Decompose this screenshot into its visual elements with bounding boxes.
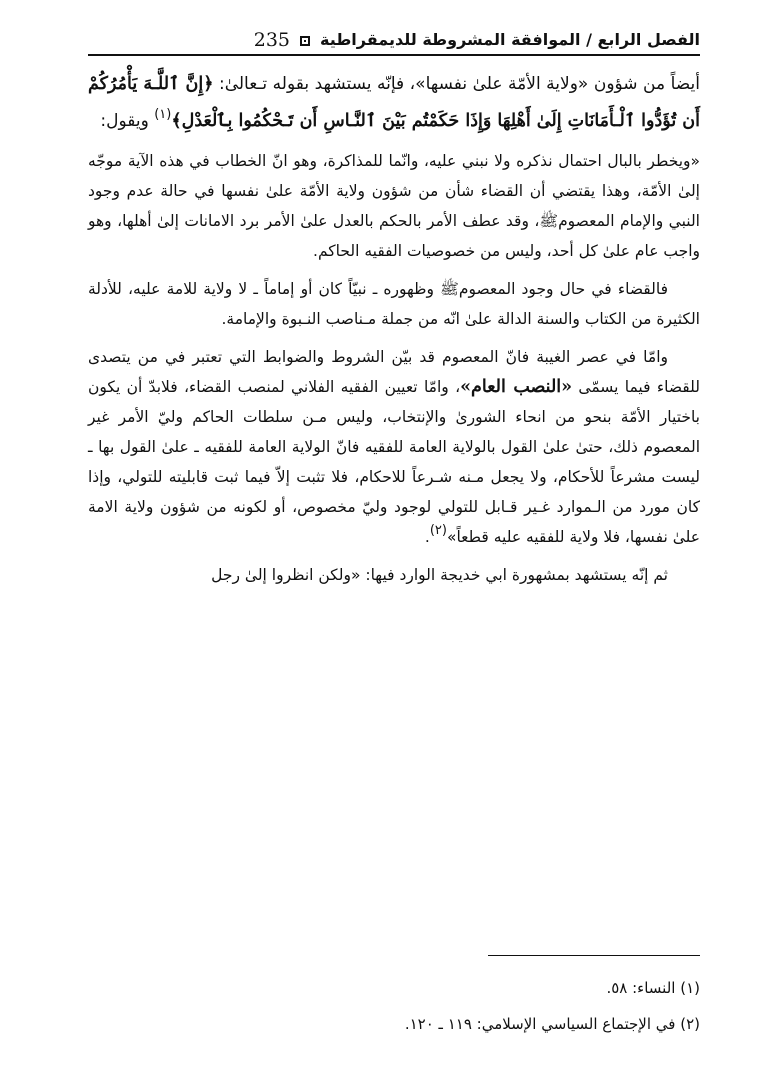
paragraph-4-intro: وامّا في عصر الغيبة فانّ المعصوم قد بيّن الشروط والضوابط التي تعتبر في من يتصدى للقضاء فيما يسمّى bbox=[88, 348, 700, 396]
footnote-1: (١) النساء: ٥٨. bbox=[606, 979, 700, 997]
footnote-ref-1: (١) bbox=[154, 107, 172, 122]
page-header bbox=[88, 28, 700, 56]
paragraph-1-intro: أيضاً من شؤون «ولاية الأمّة علىٰ نفسها»، فإنّه يستشهد بقوله تـعالىٰ: bbox=[213, 74, 700, 94]
footnote-divider bbox=[488, 955, 700, 956]
footnotes bbox=[88, 970, 700, 1042]
square-ornament-icon bbox=[300, 36, 310, 46]
paragraph-4-end: . bbox=[424, 528, 430, 546]
highlighted-term: «النصب العام» bbox=[460, 377, 573, 397]
footnote-ref-2: (٢) bbox=[429, 523, 447, 538]
body-text bbox=[88, 66, 700, 598]
paragraph-4 bbox=[88, 342, 700, 552]
paragraph-5: ثم إنّه يستشهد بمشهورة ابي خديجة الوارد فيها: «ولكن انظروا إلىٰ رجل bbox=[211, 566, 668, 584]
running-title: الفصل الرابع / الموافقة المشروطة للديمقراطية bbox=[320, 30, 700, 49]
paragraph-3: فالقضاء في حال وجود المعصومﷺ وظهوره ـ نبيّاً كان أو إماماً ـ لا ولاية للامة عليه، للأدلة الكثيرة من الكتاب والسنة الدالة علىٰ انّه من جملة مـناصب النـبوة والإمامة. bbox=[88, 280, 700, 328]
paragraph-4-body: ، وامّا تعيين الفقيه الفلاني لمنصب القضاء، فلابدّ أن يكون باختيار الأمّة بنحو من انحاء الشورىٰ والإنتخاب، وليس مـن سلطات الحاكم وليّ الأمر غير المعصوم ذلك، حتىٰ علىٰ القول بالولاية العامة للفقيه فانّ الولاية العامة للفقيه ـ علىٰ القول بها ـ ليست مشرعاً للأحكام، ولا يجعل مـنه شـرعاً للاحكام، فلا تثبت إلاّ فيما ثبت قابليته للتولي، وإذا كان مورد من الـموارد غـير قـابل للتولي لوجود وليّ مخصوص، أو لكونه من شؤون ولاية الامة علىٰ نفسها، فلا ولاية للفقيه عليه قطعاً» bbox=[88, 378, 700, 546]
footnote-2: (٢) في الإجتماع السياسي الإسلامي: ١١٩ ـ ١٢٠. bbox=[404, 1015, 700, 1033]
quran-verse: ﴿إِنَّ ٱللَّـهَ يَأْمُرُكُمْ أَن تُؤَدُّوا ٱلْـأَمَانَاتِ إِلَىٰ أَهْلِهَا وَإِذَا حَكَمْتُم بَيْنَ ٱلنَّـاسِ أَن تَـحْكُمُوا بِٱلْعَدْلِ﴾ bbox=[88, 74, 700, 131]
paragraph-1-outro: ويقول: bbox=[100, 111, 155, 131]
paragraph-2: «ويخطر بالبال احتمال نذكره ولا نبني عليه، وانّما للمذاكرة، وهو انّ الخطاب في هذه الآية موجّه إلىٰ الأمّة، وهذا يقتضي أن القضاء شأن من شؤون ولاية الأمّة علىٰ نفسها في حالة عدم وجود النبي والإمام المعصومﷺ، وقد عطف الأمر بالحكم بالعدل علىٰ الأمر برد الامانات إلىٰ أهلها، وهو واجب عام علىٰ كل أحد، وليس من خصوصيات الفقيه الحاكم. bbox=[88, 152, 700, 260]
paragraph-1 bbox=[88, 66, 700, 140]
page-number: 235 bbox=[253, 29, 290, 51]
